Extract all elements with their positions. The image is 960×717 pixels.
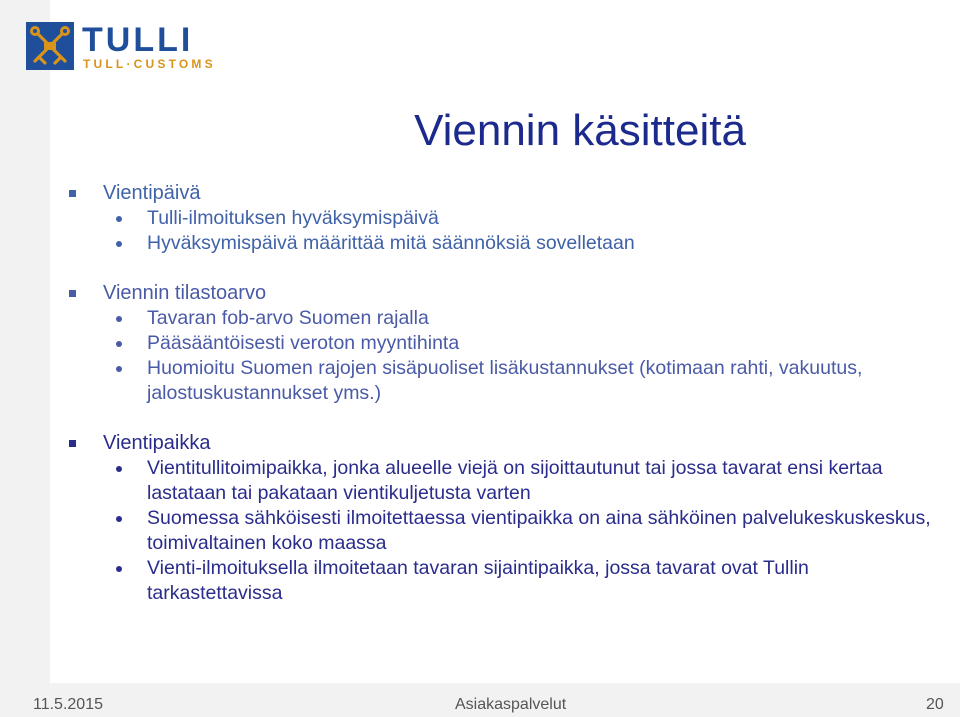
dot-bullet-icon	[116, 241, 122, 247]
slide-title: Viennin käsitteitä	[414, 106, 746, 155]
section-tilastoarvo	[66, 280, 936, 406]
list-item	[66, 506, 936, 556]
dot-bullet-icon	[116, 316, 122, 322]
list-item	[66, 331, 936, 356]
logo-wordmark: TULLI	[82, 21, 194, 59]
list-item	[66, 206, 936, 231]
list-item-text: Suomessa sähköisesti ilmoitettaessa vientipaikka on aina sähköinen palvelukeskuskeskus, toimivaltainen koko maassa	[147, 507, 931, 554]
slide-content	[66, 180, 936, 630]
square-bullet-icon	[69, 290, 76, 297]
section-heading-text: Vientipaikka	[103, 432, 211, 454]
footer-department: Asiakaspalvelut	[455, 696, 567, 713]
tulli-logo	[26, 22, 256, 74]
list-item	[66, 306, 936, 331]
dot-bullet-icon	[116, 466, 122, 472]
footer-date: 11.5.2015	[33, 696, 103, 713]
section-heading	[66, 430, 936, 456]
list-item	[66, 356, 936, 406]
left-decorative-strip	[0, 0, 50, 717]
dot-bullet-icon	[116, 216, 122, 222]
square-bullet-icon	[69, 440, 76, 447]
list-item-text: Huomioitu Suomen rajojen sisäpuoliset lisäkustannukset (kotimaan rahti, vakuutus, jalostuskustannukset yms.)	[147, 357, 863, 404]
list-item	[66, 456, 936, 506]
dot-bullet-icon	[116, 566, 122, 572]
section-heading-text: Viennin tilastoarvo	[103, 282, 267, 304]
square-bullet-icon	[69, 190, 76, 197]
list-item-text: Tulli-ilmoituksen hyväksymispäivä	[147, 207, 439, 229]
dot-bullet-icon	[116, 341, 122, 347]
crossed-keys-emblem-icon	[26, 22, 74, 70]
logo-subtitle: TULL·CUSTOMS	[83, 57, 216, 71]
section-heading	[66, 280, 936, 306]
list-item-text: Hyväksymispäivä määrittää mitä säännöksiä sovelletaan	[147, 232, 635, 254]
list-item-text: Tavaran fob-arvo Suomen rajalla	[147, 307, 429, 329]
list-item-text: Vienti-ilmoituksella ilmoitetaan tavaran sijaintipaikka, jossa tavarat ovat Tullin tarkastettavissa	[147, 557, 809, 604]
list-item	[66, 231, 936, 256]
list-item	[66, 556, 936, 606]
section-heading-text: Vientipäivä	[103, 182, 201, 204]
page-number: 20	[926, 696, 944, 713]
dot-bullet-icon	[116, 366, 122, 372]
section-heading	[66, 180, 936, 206]
list-item-text: Vientitullitoimipaikka, jonka alueelle viejä on sijoittautunut tai jossa tavarat ensi kertaa lastataan tai pakataan vientikuljetusta varten	[147, 457, 883, 504]
dot-bullet-icon	[116, 516, 122, 522]
section-vientipaikka	[66, 430, 936, 606]
list-item-text: Pääsääntöisesti veroton myyntihinta	[147, 332, 460, 354]
section-vientipaiva	[66, 180, 936, 256]
